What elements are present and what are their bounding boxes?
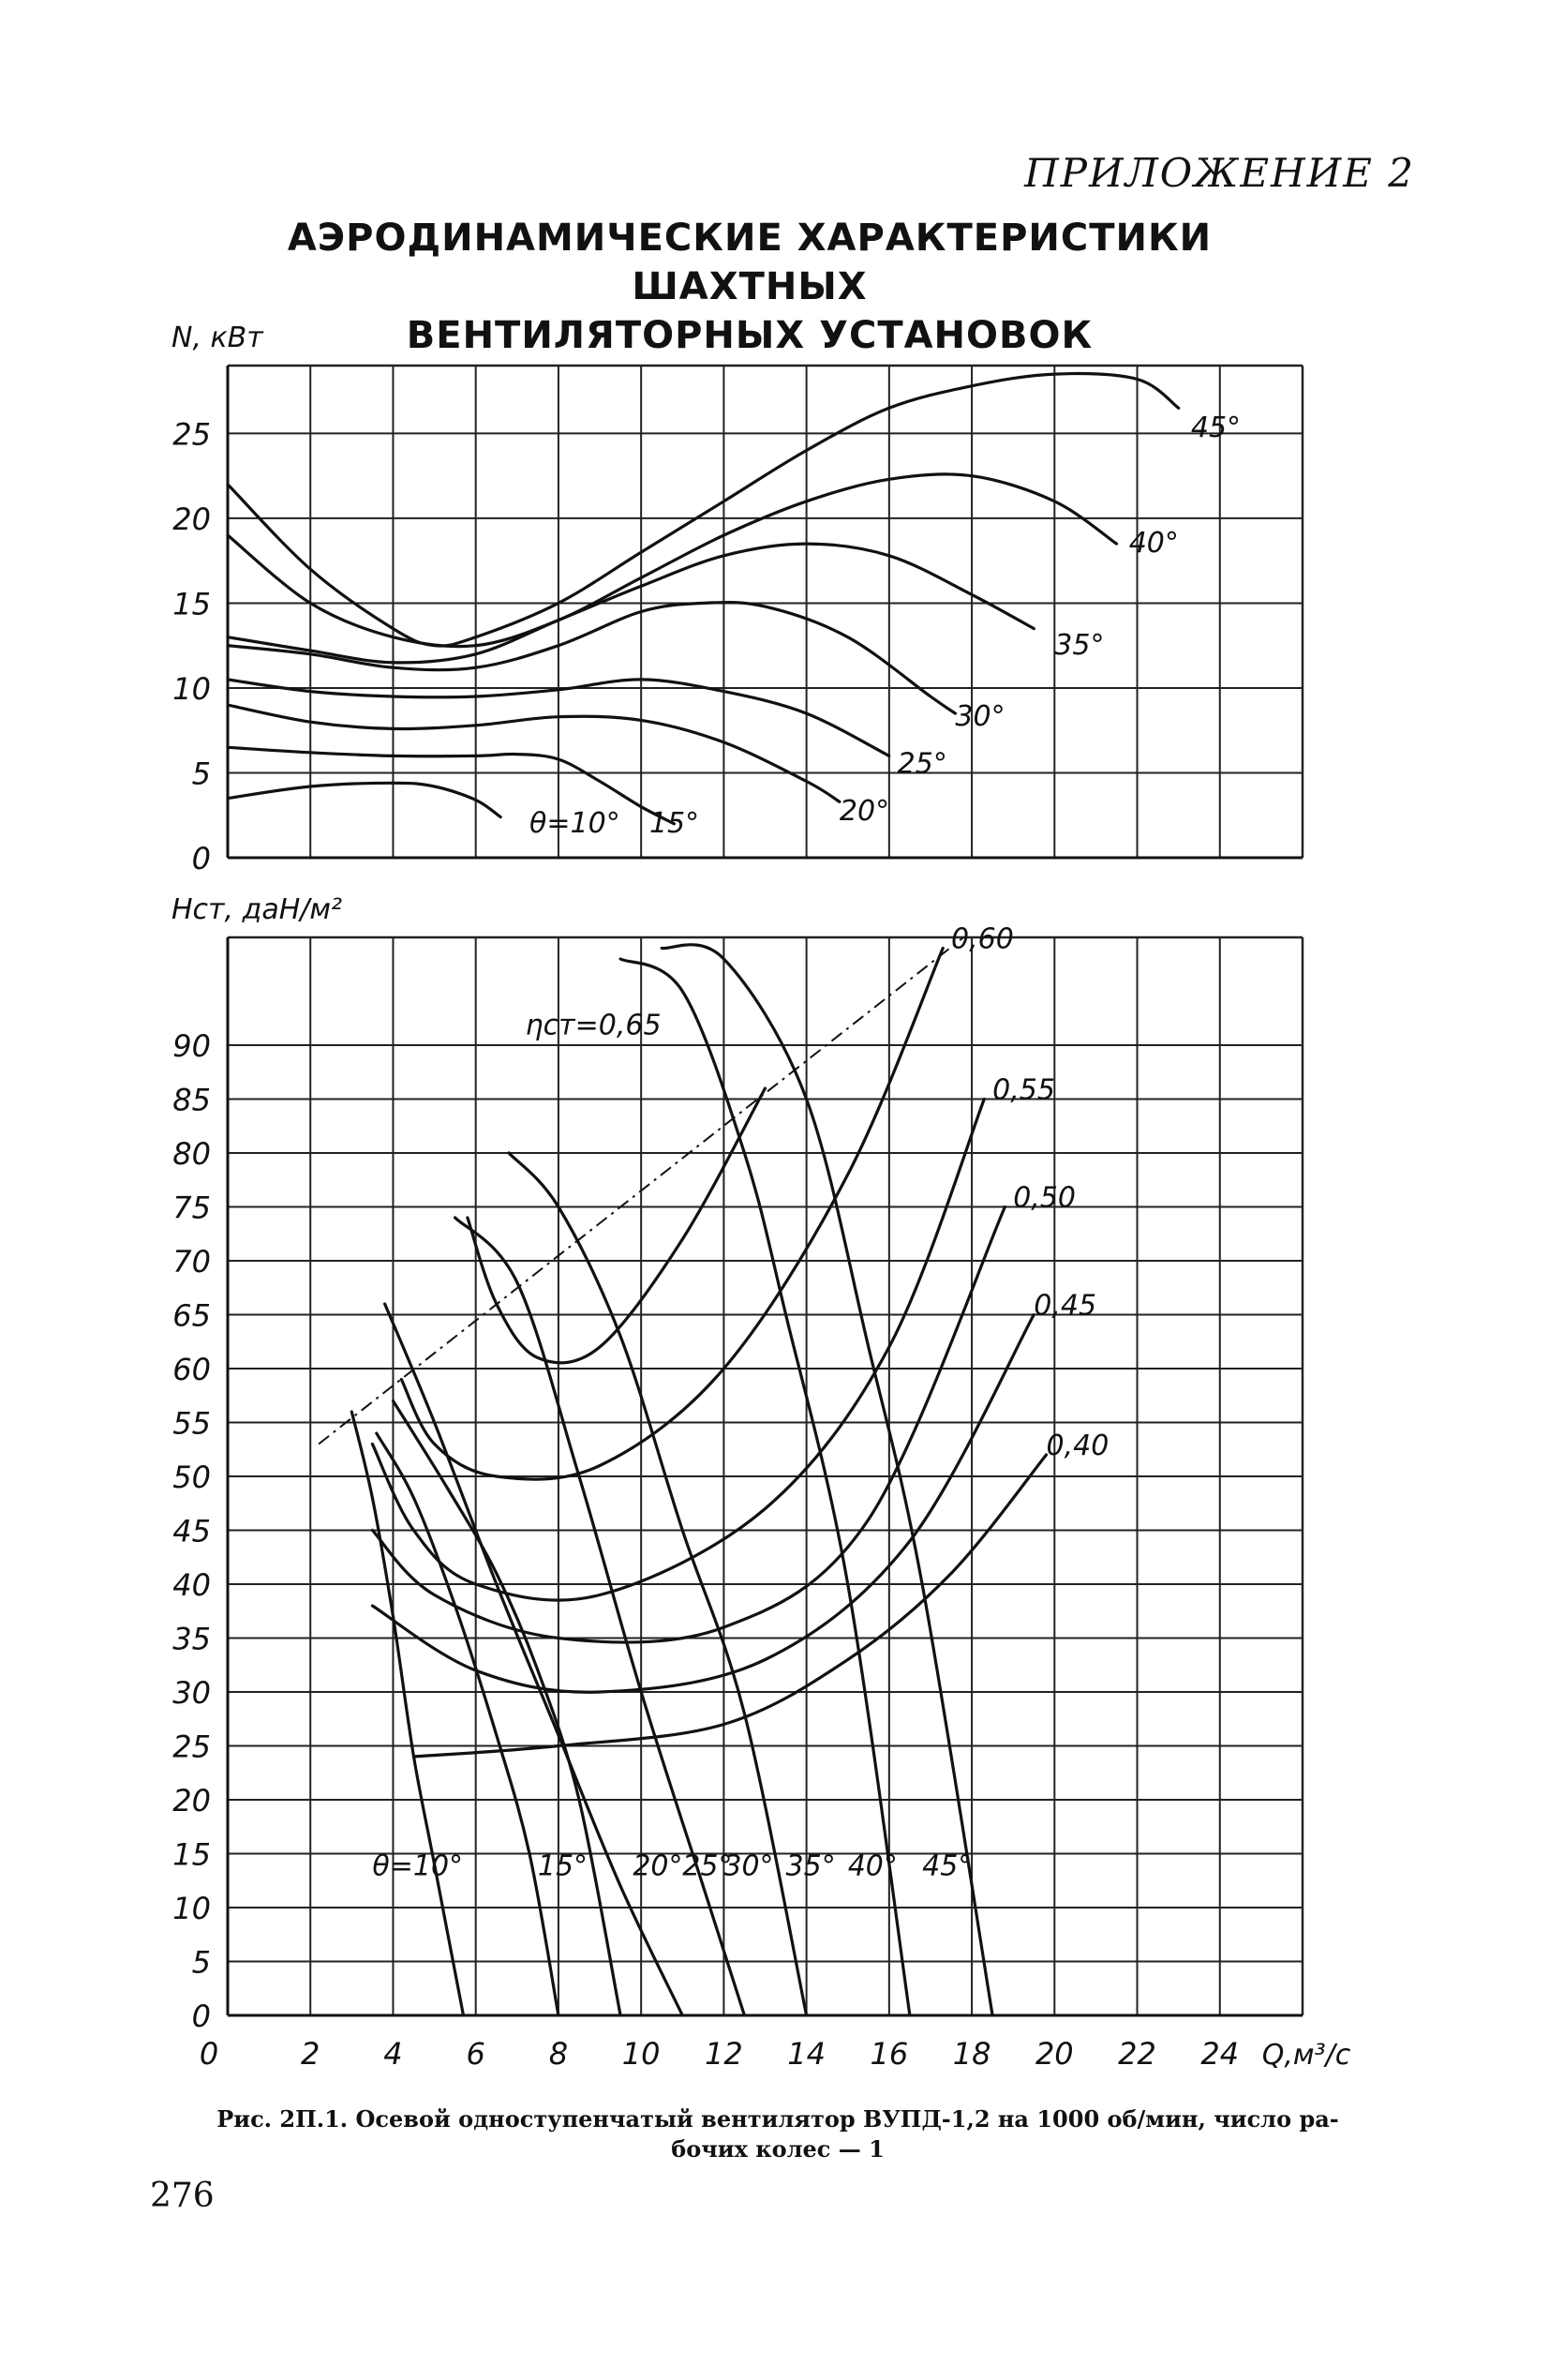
pressure-curve-20 xyxy=(394,1401,621,2016)
power-y-tick-label: 15 xyxy=(172,586,211,622)
power-curve-label: 40° xyxy=(1128,527,1179,561)
caption-line-2: бочих колес — 1 xyxy=(671,2135,885,2163)
pressure-y-tick-label: 55 xyxy=(172,1405,211,1442)
pressure-ylabel: Hст, даН/м² xyxy=(171,893,343,926)
page-number: 276 xyxy=(150,2177,215,2215)
pressure-curve-label: 45° xyxy=(922,1849,973,1883)
pressure-y-tick-label: 10 xyxy=(172,1891,211,1926)
power-curve-label: 30° xyxy=(955,699,1005,733)
pressure-curve-label: 30° xyxy=(723,1849,774,1883)
figure-caption xyxy=(169,2104,1387,2164)
pressure-x-tick-label: 18 xyxy=(952,2036,991,2072)
pressure-efficiency-curve-0-45 xyxy=(372,1315,1034,1693)
appendix-label: ПРИЛОЖЕНИЕ 2 xyxy=(1024,150,1415,196)
pressure-y-tick-label: 5 xyxy=(191,1944,211,1981)
pressure-efficiency-curve-0-50 xyxy=(372,1207,1005,1643)
title-line-2: ВЕНТИЛЯТОРНЫХ УСТАНОВОК xyxy=(406,314,1094,357)
pressure-x-tick-label: 0 xyxy=(199,2036,219,2072)
pressure-y-tick-label: 75 xyxy=(172,1190,211,1226)
pressure-curve-label: 35° xyxy=(785,1849,836,1883)
pressure-curve-label: 40° xyxy=(847,1849,898,1883)
pressure-x-tick-label: 4 xyxy=(383,2036,403,2072)
pressure-y-tick-label: 85 xyxy=(172,1082,211,1118)
power-curve-10 xyxy=(228,783,500,816)
pressure-curve-label: 25° xyxy=(682,1849,733,1883)
pressure-y-tick-label: 80 xyxy=(172,1136,211,1172)
pressure-efficiency-curve-label: 0,50 xyxy=(1013,1181,1076,1215)
power-y-tick-label: 25 xyxy=(172,416,211,453)
pressure-x-tick-label: 8 xyxy=(548,2036,569,2072)
pressure-y-tick-label: 25 xyxy=(172,1729,211,1765)
power-curve-label: 25° xyxy=(897,747,947,781)
pressure-curve-10 xyxy=(351,1412,463,2015)
pressure-y-tick-label: 40 xyxy=(172,1567,211,1603)
pressure-efficiency-curve-label: 0,45 xyxy=(1034,1289,1097,1323)
pressure-efficiency-curve-label: ηст=0,65 xyxy=(525,1009,662,1042)
pressure-y-tick-label: 15 xyxy=(172,1836,211,1873)
pressure-efficiency-curve-0-40 xyxy=(414,1455,1047,1757)
power-y-tick-label: 20 xyxy=(172,501,211,537)
caption-line-1: Рис. 2П.1. Осевой одноступенчатый вентилятор ВУПД-1,2 на 1000 об/мин, число ра- xyxy=(216,2105,1339,2133)
pressure-efficiency-curve-label: 0,55 xyxy=(992,1073,1055,1107)
pressure-x-tick-label: 16 xyxy=(870,2036,909,2072)
pressure-curve-label: θ=10° xyxy=(372,1849,464,1883)
power-curve-label: 20° xyxy=(839,795,890,829)
power-curve-45 xyxy=(228,374,1179,647)
title-line-1: АЭРОДИНАМИЧЕСКИЕ ХАРАКТЕРИСТИКИ ШАХТНЫХ xyxy=(287,217,1213,308)
pressure-x-tick-label: 24 xyxy=(1200,2036,1240,2072)
pressure-y-tick-label: 65 xyxy=(172,1297,211,1334)
power-y-tick-label: 5 xyxy=(191,756,211,792)
power-curve-label: 15° xyxy=(648,806,700,840)
power-curve-label: 35° xyxy=(1054,628,1105,662)
pressure-x-tick-label: 12 xyxy=(705,2036,743,2072)
pressure-y-tick-label: 50 xyxy=(172,1459,211,1495)
pressure-y-tick-label: 30 xyxy=(172,1675,211,1711)
pressure-x-tick-label: 22 xyxy=(1118,2036,1156,2072)
power-y-tick-label: 0 xyxy=(191,841,211,876)
power-y-tick-label: 10 xyxy=(172,670,211,707)
pressure-y-tick-label: 45 xyxy=(172,1513,211,1549)
pressure-y-tick-label: 20 xyxy=(172,1783,211,1819)
pressure-x-tick-label: 6 xyxy=(466,2036,485,2072)
pressure-y-tick-label: 0 xyxy=(191,1998,211,2034)
pressure-y-tick-label: 60 xyxy=(172,1352,211,1387)
pressure-curve-label: 20° xyxy=(633,1849,683,1883)
pressure-efficiency-curve-0-60 xyxy=(401,949,943,1480)
pressure-y-tick-label: 90 xyxy=(172,1028,211,1064)
power-ylabel: N, кВт xyxy=(171,322,263,354)
pressure-x-tick-label: 2 xyxy=(301,2036,320,2072)
pressure-y-tick-label: 35 xyxy=(172,1621,211,1657)
pressure-efficiency-curve-label: 0,60 xyxy=(951,922,1014,956)
power-curve-40 xyxy=(228,474,1117,647)
pressure-efficiency-curve-0-55 xyxy=(372,1100,984,1601)
pressure-x-tick-label: 10 xyxy=(621,2036,661,2072)
power-curve-label: θ=10° xyxy=(529,806,620,840)
pressure-x-tick-label: 20 xyxy=(1035,2036,1074,2072)
power-curve-label: 45° xyxy=(1190,412,1242,445)
pressure-x-tick-label: 14 xyxy=(787,2036,826,2072)
pressure-xlabel: Q,м³/с xyxy=(1261,2039,1351,2072)
pressure-curve-label: 15° xyxy=(537,1849,588,1883)
pressure-efficiency-curve-label: 0,40 xyxy=(1046,1429,1110,1462)
pressure-y-tick-label: 70 xyxy=(172,1244,211,1280)
